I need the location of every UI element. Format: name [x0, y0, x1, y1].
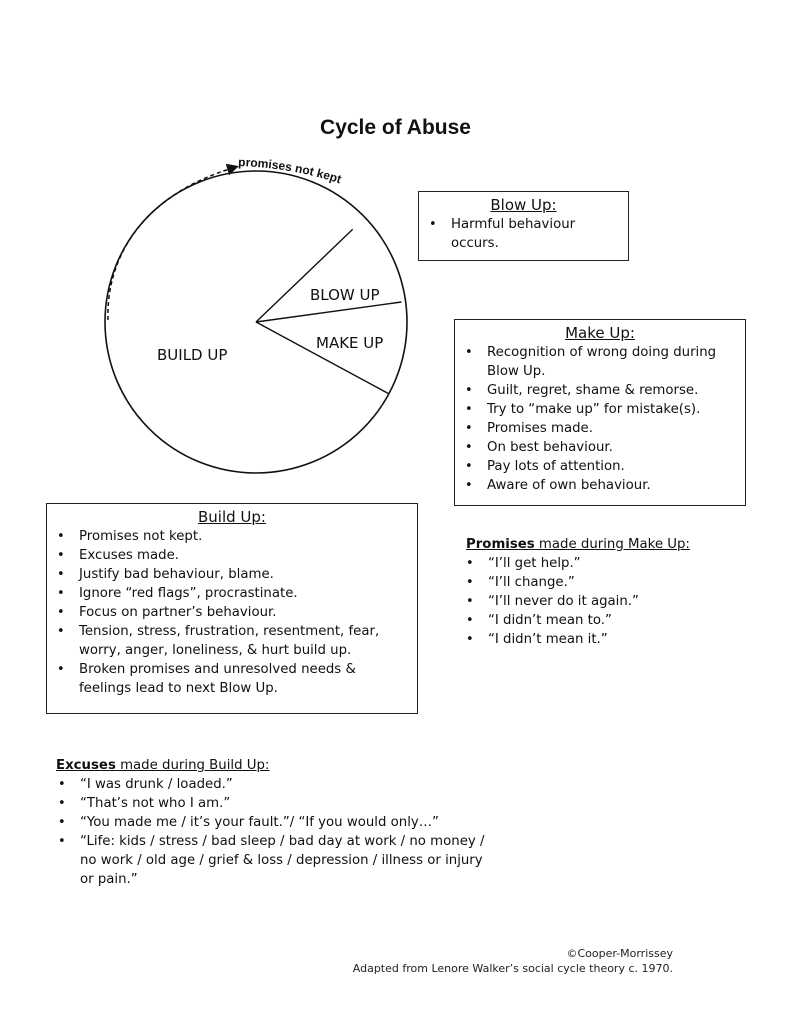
build-up-box — [46, 503, 418, 714]
blow-up-title: Blow Up: — [490, 196, 557, 214]
list-item: • “I didn’t mean it.” — [456, 630, 756, 649]
build-up-list — [47, 527, 403, 698]
list-item: • Focus on partner’s behaviour. — [47, 603, 403, 622]
make-up-list — [455, 343, 735, 495]
list-item: • “I didn’t mean to.” — [456, 611, 756, 630]
list-item: • “You made me / it’s your fault.”/ “If you would only…” — [48, 813, 498, 832]
segment-label-blow-up: BLOW UP — [310, 286, 380, 304]
list-item: • Promises not kept. — [47, 527, 403, 546]
segment-label-build-up: BUILD UP — [157, 346, 228, 364]
excuses-heading: Excuses made during Build Up: — [56, 758, 270, 773]
list-item: • “I’ll get help.” — [456, 554, 756, 573]
build-up-title: Build Up: — [198, 508, 266, 526]
list-item: • Justify bad behaviour, blame. — [47, 565, 403, 584]
blow-up-list — [419, 215, 620, 253]
promises-heading: Promises made during Make Up: — [466, 537, 690, 552]
credit-adapted: Adapted from Lenore Walker’s social cycle theory c. 1970. — [352, 962, 673, 975]
list-item: • Ignore “red flags”, procrastinate. — [47, 584, 403, 603]
list-item: • Recognition of wrong doing during Blow Up. — [455, 343, 735, 381]
list-item: • “That’s not who I am.” — [48, 794, 498, 813]
make-up-box — [454, 319, 746, 506]
list-item: • Tension, stress, frustration, resentment, fear, worry, anger, loneliness, & hurt build up. — [47, 622, 403, 660]
credit-copyright: ©Cooper-Morrissey — [566, 947, 673, 960]
blow-up-box — [418, 191, 629, 261]
page-title: Cycle of Abuse — [320, 116, 471, 139]
promises-not-kept-label: promises not kept — [237, 154, 344, 187]
list-item: • On best behaviour. — [455, 438, 735, 457]
promises-section — [456, 535, 756, 649]
promises-list — [456, 554, 756, 649]
make-up-title: Make Up: — [565, 324, 635, 342]
excuses-section — [48, 756, 498, 889]
segment-label-make-up: MAKE UP — [316, 334, 384, 352]
list-item: • Broken promises and unresolved needs & feelings lead to next Blow Up. — [47, 660, 403, 698]
list-item: • Aware of own behaviour. — [455, 476, 735, 495]
list-item: • Harmful behaviour occurs. — [419, 215, 620, 253]
list-item: • “I was drunk / loaded.” — [48, 775, 498, 794]
list-item: • “Life: kids / stress / bad sleep / bad day at work / no money / no work / old age / grief & loss / depression / illness or injury or pain.” — [48, 832, 498, 889]
list-item: • Excuses made. — [47, 546, 403, 565]
credit — [353, 946, 673, 976]
list-item: • Try to “make up” for mistake(s). — [455, 400, 735, 419]
list-item: • Guilt, regret, shame & remorse. — [455, 381, 735, 400]
list-item: • “I’ll change.” — [456, 573, 756, 592]
list-item: • Pay lots of attention. — [455, 457, 735, 476]
list-item: • “I’ll never do it again.” — [456, 592, 756, 611]
excuses-list — [48, 775, 498, 889]
list-item: • Promises made. — [455, 419, 735, 438]
